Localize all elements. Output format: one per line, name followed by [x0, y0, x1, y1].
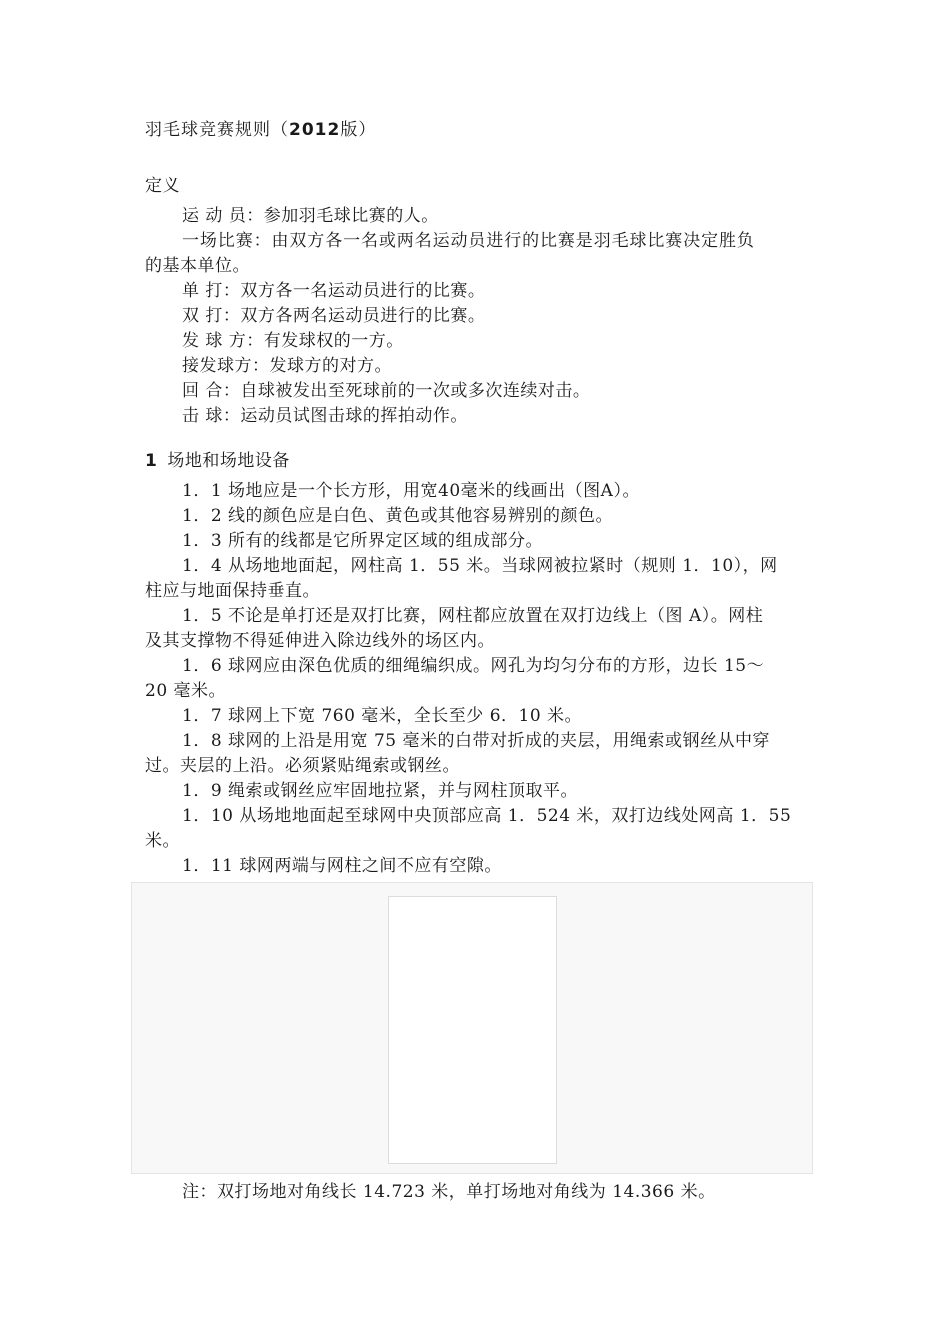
- rule-1-11: 1．11 球网两端与网柱之间不应有空隙。: [182, 856, 502, 876]
- definition-doubles: 双 打：双方各两名运动员进行的比赛。: [182, 306, 486, 326]
- definition-rally: 回 合：自球被发出至死球前的一次或多次连续对击。: [182, 381, 591, 401]
- document-title: [145, 118, 376, 142]
- definition-match-cont: 的基本单位。: [145, 256, 250, 276]
- rule-1-7: 1．7 球网上下宽 760 毫米，全长至少 6．10 米。: [182, 706, 583, 726]
- definition-singles: 单 打：双方各一名运动员进行的比赛。: [182, 281, 486, 301]
- definitions-heading: 定义: [145, 176, 180, 196]
- court-figure-panel: [388, 896, 557, 1164]
- rule-1-4-cont: 柱应与地面保持垂直。: [145, 581, 320, 601]
- footnote: 注：双打场地对角线长 14.723 米，单打场地对角线为 14.366 米。: [182, 1182, 716, 1202]
- court-figure: [131, 882, 813, 1174]
- title-year: 2012: [289, 120, 341, 140]
- rule-1-3: 1．3 所有的线都是它所界定区域的组成部分。: [182, 531, 544, 551]
- definition-match: 一场比赛：由双方各一名或两名运动员进行的比赛是羽毛球比赛决定胜负: [182, 231, 755, 251]
- definition-receiver: 接发球方：发球方的对方。: [182, 356, 392, 376]
- rule-1-10: 1．10 从场地地面起至球网中央顶部应高 1．524 米，双打边线处网高 1．55: [182, 806, 792, 826]
- title-prefix: 羽毛球竞赛规则（: [145, 120, 289, 140]
- rule-1-5-cont: 及其支撑物不得延伸进入除边线外的场区内。: [145, 631, 495, 651]
- definition-athlete: 运 动 员：参加羽毛球比赛的人。: [182, 206, 439, 226]
- definition-server: 发 球 方：有发球权的一方。: [182, 331, 404, 351]
- section-heading: [145, 449, 290, 473]
- rule-1-2: 1．2 线的颜色应是白色、黄色或其他容易辨别的颜色。: [182, 506, 614, 526]
- rule-1-8-cont: 过。夹层的上沿。必须紧贴绳索或钢丝。: [145, 756, 460, 776]
- section-number: 1: [145, 451, 158, 471]
- rule-1-1: 1．1 场地应是一个长方形，用宽40毫米的线画出（图A）。: [182, 481, 640, 501]
- rule-1-9: 1．9 绳索或钢丝应牢固地拉紧，并与网柱顶取平。: [182, 781, 579, 801]
- rule-1-5: 1．5 不论是单打还是双打比赛，网柱都应放置在双打边线上（图 A）。网柱: [182, 606, 764, 626]
- definition-stroke: 击 球：运动员试图击球的挥拍动作。: [182, 406, 468, 426]
- title-suffix: 版）: [340, 120, 377, 140]
- rule-1-10-cont: 米。: [145, 831, 180, 851]
- rule-1-8: 1．8 球网的上沿是用宽 75 毫米的白带对折成的夹层，用绳索或钢丝从中穿: [182, 731, 770, 751]
- section-title: 场地和场地设备: [167, 451, 290, 471]
- rule-1-4: 1．4 从场地地面起，网柱高 1．55 米。当球网被拉紧时（规则 1．10），网: [182, 556, 778, 576]
- rule-1-6: 1．6 球网应由深色优质的细绳编织成。网孔为均匀分布的方形，边长 15～: [182, 656, 765, 676]
- rule-1-6-cont: 20 毫米。: [145, 681, 227, 701]
